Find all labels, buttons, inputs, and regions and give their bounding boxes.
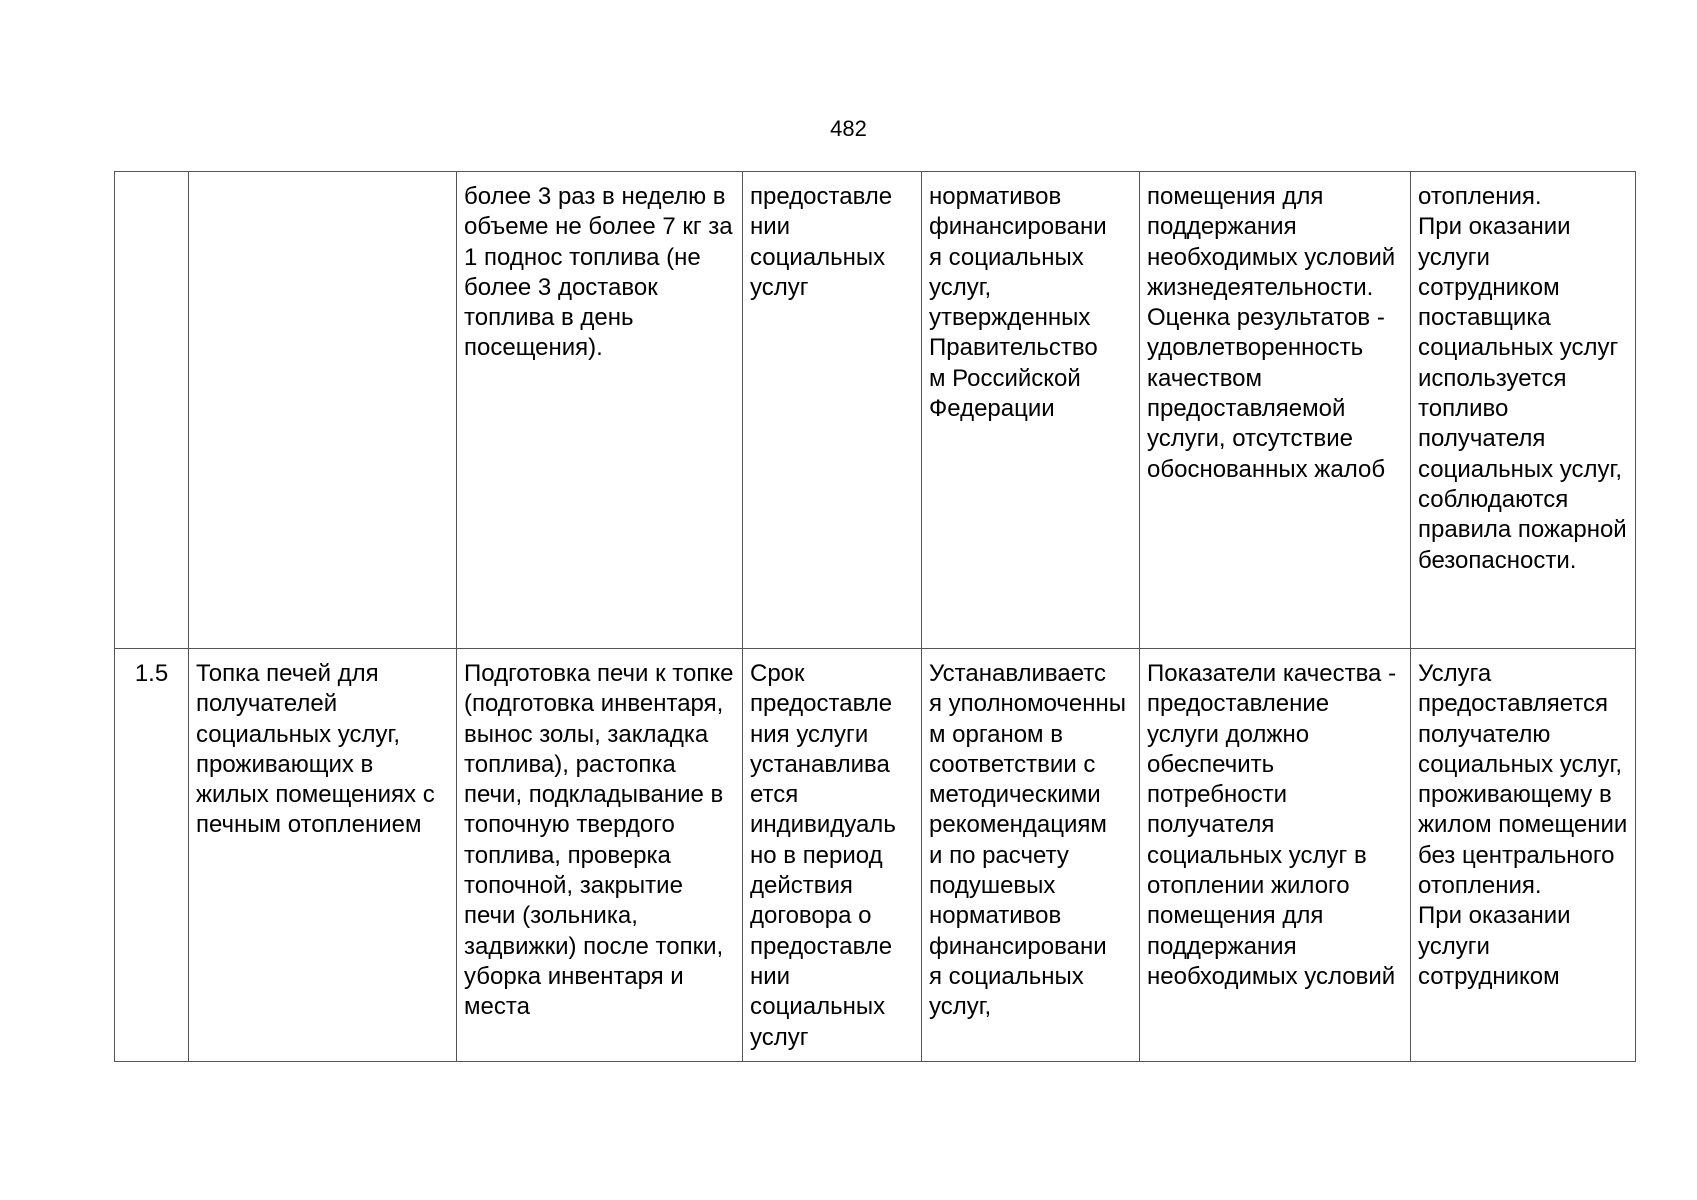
cell-service-conditions: отопления. При оказании услуги сотрудником поставщика социальных услуг используется топливо получателя социальных услуг, соблюдаются правила пожарной безопасности.: [1411, 172, 1636, 649]
cell-service-term: предоставле нии социальных услуг: [743, 172, 922, 649]
cell-service-description: Подготовка печи к топке (подготовка инвентаря, вынос золы, закладка топлива), растопка печи, подкладывание в топочную твердого топлива, проверка топочной, закрытие печи (зольника, задвижки) после топки, уборка инвентаря и места: [457, 649, 743, 1062]
services-table: [114, 171, 1636, 1062]
cell-number: 1.5: [115, 649, 189, 1062]
cell-service-name: [189, 172, 457, 649]
cell-service-cost: Устанавливаетс я уполномоченны м органом в соответствии с методическими рекомендациям и по расчету подушевых нормативов финансировани я социальных услуг,: [922, 649, 1140, 1062]
cell-service-conditions: Услуга предоставляется получателю социальных услуг, проживающему в жилом помещении без центрального отопления. При оказании услуги сотрудником: [1411, 649, 1636, 1062]
cell-service-term: Срок предоставле ния услуги устанавлива ется индивидуаль но в период действия договора о предоставле нии социальных услуг: [743, 649, 922, 1062]
table-row: [115, 649, 1636, 1062]
cell-service-quality: помещения для поддержания необходимых условий жизнедеятельности. Оценка результатов - удовлетворенность качеством предоставляемой услуги, отсутствие обоснованных жалоб: [1140, 172, 1411, 649]
cell-service-name: Топка печей для получателей социальных услуг, проживающих в жилых помещениях с печным отоплением: [189, 649, 457, 1062]
cell-service-description: более 3 раз в неделю в объеме не более 7 кг за 1 поднос топлива (не более 3 доставок топлива в день посещения).: [457, 172, 743, 649]
page-number: 482: [830, 116, 867, 141]
cell-number: [115, 172, 189, 649]
cell-service-quality: Показатели качества - предоставление услуги должно обеспечить потребности получателя социальных услуг в отоплении жилого помещения для поддержания необходимых условий: [1140, 649, 1411, 1062]
cell-service-cost: нормативов финансировани я социальных услуг, утвержденных Правительство м Российской Федерации: [922, 172, 1140, 649]
table-row: [115, 172, 1636, 649]
